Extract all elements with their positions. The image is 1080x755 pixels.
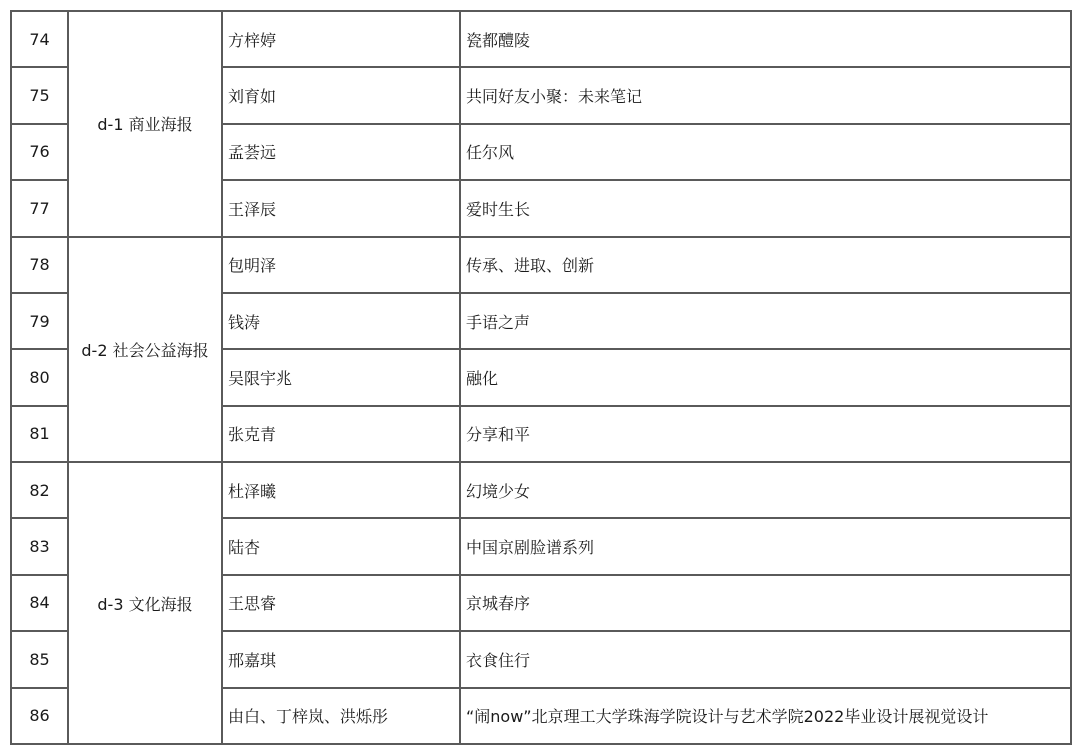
- work-title: 任尔风: [460, 124, 1071, 180]
- author-name: 杜泽曦: [222, 462, 460, 518]
- table-row: [11, 237, 1071, 293]
- author-name: 由白、丁梓岚、洪烁彤: [222, 688, 460, 745]
- category-cell: d-1 商业海报: [68, 11, 222, 237]
- work-title: 衣食住行: [460, 631, 1071, 687]
- works-table: [10, 10, 1072, 745]
- table-row: [11, 462, 1071, 518]
- work-title: 共同好友小聚：未来笔记: [460, 67, 1071, 123]
- row-number: 84: [11, 575, 68, 631]
- author-name: 张克青: [222, 406, 460, 462]
- works-table-body: [11, 11, 1071, 744]
- row-number: 83: [11, 518, 68, 574]
- row-number: 80: [11, 349, 68, 405]
- author-name: 王泽辰: [222, 180, 460, 236]
- author-name: 钱涛: [222, 293, 460, 349]
- author-name: 包明泽: [222, 237, 460, 293]
- work-title: 传承、进取、创新: [460, 237, 1071, 293]
- author-name: 吴限宇兆: [222, 349, 460, 405]
- table-row: [11, 11, 1071, 67]
- work-title: 融化: [460, 349, 1071, 405]
- row-number: 78: [11, 237, 68, 293]
- row-number: 86: [11, 688, 68, 745]
- work-title: 幻境少女: [460, 462, 1071, 518]
- row-number: 75: [11, 67, 68, 123]
- row-number: 74: [11, 11, 68, 67]
- author-name: 方梓婷: [222, 11, 460, 67]
- work-title: 分享和平: [460, 406, 1071, 462]
- row-number: 76: [11, 124, 68, 180]
- row-number: 77: [11, 180, 68, 236]
- author-name: 邢嘉琪: [222, 631, 460, 687]
- row-number: 85: [11, 631, 68, 687]
- work-title: 手语之声: [460, 293, 1071, 349]
- row-number: 81: [11, 406, 68, 462]
- author-name: 王思睿: [222, 575, 460, 631]
- work-title: 瓷都醴陵: [460, 11, 1071, 67]
- category-cell: d-2 社会公益海报: [68, 237, 222, 463]
- work-title: 中国京剧脸谱系列: [460, 518, 1071, 574]
- author-name: 刘育如: [222, 67, 460, 123]
- row-number: 79: [11, 293, 68, 349]
- work-title: “闹now”北京理工大学珠海学院设计与艺术学院2022毕业设计展视觉设计: [460, 688, 1071, 745]
- author-name: 孟荟远: [222, 124, 460, 180]
- work-title: 爱时生长: [460, 180, 1071, 236]
- work-title: 京城春序: [460, 575, 1071, 631]
- author-name: 陆杏: [222, 518, 460, 574]
- row-number: 82: [11, 462, 68, 518]
- category-cell: d-3 文化海报: [68, 462, 222, 744]
